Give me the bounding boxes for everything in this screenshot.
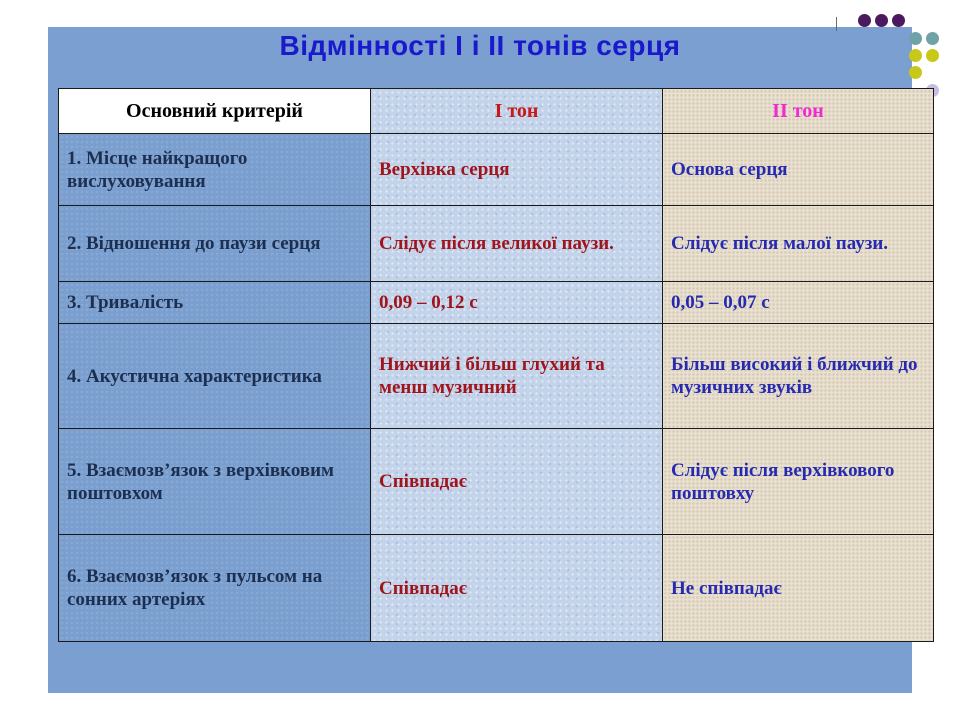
first-tone-cell: Співпадає: [371, 535, 663, 642]
second-tone-cell: Більш високий і ближчий до музичних звуків: [663, 324, 934, 429]
comparison-table: [58, 88, 934, 642]
second-tone-cell: Слідує після верхівкового поштовху: [663, 429, 934, 535]
decor-dot: [892, 14, 905, 27]
table-row: [59, 134, 934, 206]
decor-dot: [909, 66, 922, 79]
table-row: [59, 535, 934, 642]
criterion-cell: 6. Взаємозв’язок з пульсом на сонних артеріях: [59, 535, 371, 642]
decor-dot: [926, 49, 939, 62]
header-second-tone: ІІ тон: [663, 89, 934, 134]
first-tone-cell: Слідує після великої паузи.: [371, 206, 663, 282]
decor-dot: [875, 14, 888, 27]
header-first-tone: І тон: [371, 89, 663, 134]
second-tone-cell: Основа серця: [663, 134, 934, 206]
header-criterion: Основний критерій: [59, 89, 371, 134]
criterion-cell: 2. Відношення до паузи серця: [59, 206, 371, 282]
criterion-cell: 1. Місце найкращого вислуховування: [59, 134, 371, 206]
criterion-cell: 4. Акустична характеристика: [59, 324, 371, 429]
first-tone-cell: 0,09 – 0,12 с: [371, 282, 663, 324]
decor-dot: [926, 32, 939, 45]
slide-title: Відмінності І і ІІ тонів серця: [279, 30, 681, 61]
table-row: [59, 324, 934, 429]
second-tone-cell: Слідує після малої паузи.: [663, 206, 934, 282]
criterion-cell: 3. Тривалість: [59, 282, 371, 324]
table-row: [59, 282, 934, 324]
first-tone-cell: Верхівка серця: [371, 134, 663, 206]
first-tone-cell: Нижчий і більш глухий та менш музичний: [371, 324, 663, 429]
table-row: [59, 429, 934, 535]
table-header-row: [59, 89, 934, 134]
second-tone-cell: Не співпадає: [663, 535, 934, 642]
second-tone-cell: 0,05 – 0,07 с: [663, 282, 934, 324]
table-row: [59, 206, 934, 282]
decor-dot: [858, 14, 871, 27]
first-tone-cell: Співпадає: [371, 429, 663, 535]
criterion-cell: 5. Взаємозв’язок з верхівковим поштовхом: [59, 429, 371, 535]
decor-line: [836, 17, 837, 31]
